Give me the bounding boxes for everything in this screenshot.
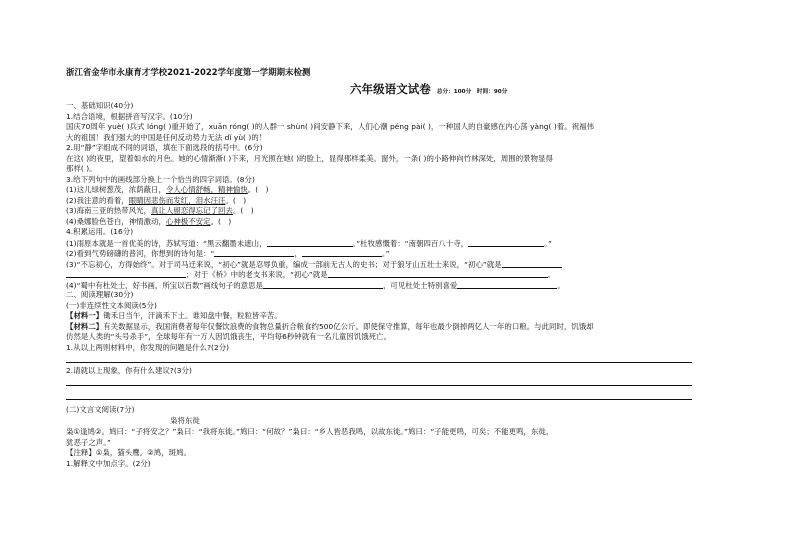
q3-underlined-phrase: 真让人留恋得忘记了回去 xyxy=(151,206,233,215)
answer-blank[interactable] xyxy=(302,248,382,257)
score-info: 总分：100分 时间：90分 xyxy=(436,89,508,95)
material2-label: 【材料二】 xyxy=(66,321,104,331)
q4-item2 xyxy=(66,248,390,259)
answer-blank[interactable] xyxy=(328,269,548,278)
sec1-heading: (一)非连续性文本阅读(5分) xyxy=(66,300,157,310)
q3-item xyxy=(66,217,231,227)
q4-title: 4.积累运用。(16分) xyxy=(66,227,134,236)
material2-text: 有关数据显示，我国消费者每年仅餐饮浪费的食物总量折合粮食约500亿公斤。即使保守推算，每年也最少倒掉两亿人一年的口粮。与此同时，饥饿却 xyxy=(103,321,594,331)
classical-text-cont: 犹恶子之声。” xyxy=(66,437,111,447)
answer-blank[interactable] xyxy=(66,269,186,278)
q3-item-answer: 。( ) xyxy=(247,185,269,194)
sec2-heading: (二)文言文阅读(7分) xyxy=(66,405,135,414)
q2-line2: 那样( )。 xyxy=(66,164,97,173)
answer-blank[interactable] xyxy=(214,248,294,257)
q4-item4-end: 。 xyxy=(557,280,565,290)
material1-text: 锄禾日当午，汗滴禾下土。谁知盘中餐，粒粒皆辛苦。 xyxy=(103,311,282,320)
q4-item2-text: (2)看到气势磅礴的普河，你想到的诗句是：“ xyxy=(66,249,215,258)
answer-line[interactable] xyxy=(66,362,692,363)
classical-text-title: 枭将东徙 xyxy=(170,416,200,425)
q3-item-answer: 。( ) xyxy=(232,206,254,215)
q4-item4-text: (4)“蜀中有杜处士，好书画，所宝以百数”画线句子的意思是 xyxy=(66,280,263,290)
q3-underlined-phrase: 心神极不安定 xyxy=(165,216,211,226)
answer-blank[interactable] xyxy=(263,280,383,289)
answer-blank[interactable] xyxy=(457,280,557,289)
q1-line2: 大的祖国！我们强大的中国是任何反动势力无法 dǐ yù( )的！ xyxy=(66,132,267,142)
material2-cont: 仿然是人类的“头号杀手”，全球每年有一万人因饥饿丧生，平均每6秒钟就有一名儿童因饥饿死亡。 xyxy=(66,332,392,341)
q2-title: 2.用“静”字组成不同的词语，填在下面选段的括号中。(6分) xyxy=(66,143,263,152)
answer-line[interactable] xyxy=(66,399,692,400)
sec2-q1: 1.解释文中加点字。(2分) xyxy=(66,458,151,468)
q2-line1: 在这( )的夜里，望着如水的月色。她的心情渐渐( )下来，月光照在她( )的脸上，显得那样柔美。窗外，一条( )的小路伸向竹林深处，周围的景物显得 xyxy=(66,153,553,163)
answer-blank[interactable] xyxy=(502,259,562,268)
classical-text: 枭①逢鸠②。鸠曰：“子将安之？”枭曰：“我将东徙。”鸠曰：“何故？”枭曰：“乡人皆恶我鸣，以故东徙。”鸠曰：“子能更鸣，可矣；不能更鸣，东徙， xyxy=(66,427,554,436)
answer-blank[interactable] xyxy=(267,238,353,247)
q1-title: 1.结合语境，根据拼音写汉字。(10分) xyxy=(66,111,193,121)
material1 xyxy=(66,311,282,321)
q1-line1: 国庆70周年 yuè( )兵式 lóng( )重开始了，xuān róng( )的人群一 shùn( )间安静下来，人们心潮 péng pài( )，一种国人的自豪感在内心荡 yàng( )着。祝福伟 xyxy=(66,122,595,131)
annotation-note: 【注释】①枭，猫头鹰。②鸠，斑鸠。 xyxy=(66,448,191,457)
paper-title xyxy=(350,84,507,97)
q3-underlined-phrase: 眼睛因悲伤而发红，泪水汪汪 xyxy=(128,195,226,205)
q3-underlined-phrase: 令人心情舒畅，精神愉快 xyxy=(165,185,248,194)
q3-item-text: (3)海南三亚的热带风光， xyxy=(66,206,152,215)
part1-heading: 一、基础知识(40分) xyxy=(66,101,134,110)
q4-item3 xyxy=(66,259,562,270)
q4-item1-text2: 。”杜牧感慨着：“南朝四百八十寺， xyxy=(352,238,469,248)
sec1-q1: 1.从以上两则材料中，你发现的问题是什么?(2分) xyxy=(66,342,230,352)
q4-item1 xyxy=(66,238,552,249)
q3-item-answer: 。( ) xyxy=(210,216,232,226)
q4-item4-text2: ，可见杜处士特别喜爱 xyxy=(382,280,458,290)
part2-heading: 二、阅读理解(30分) xyxy=(66,290,134,299)
answer-line[interactable] xyxy=(66,385,692,386)
q4-item3-text: (3)“不忘初心，方得始终”。对于司马迁来说，“初心”就是忍辱负重，编成一部前无古人的史书；对于狼牙山五壮士来说，“初心”就是 xyxy=(66,259,502,269)
q4-item3-cont xyxy=(66,269,555,280)
q4-item1-end: 。” xyxy=(544,238,552,248)
q3-item-text: (2)我注意的看着， xyxy=(66,195,129,205)
q4-item1-text: (1)雨原本就是一首优美的诗，苏轼写道：“黑云翻墨未遮山， xyxy=(66,238,267,248)
material2 xyxy=(66,322,594,332)
q4-item4 xyxy=(66,280,565,291)
school-title: 浙江省金华市永康育才学校2021-2022学年度第一学期期末检测 xyxy=(66,67,311,77)
q3-item xyxy=(66,196,246,206)
q4-item2-end: 。” xyxy=(381,249,390,258)
q4-item2-text2: ， xyxy=(294,249,302,258)
material1-label: 【材料一】 xyxy=(66,311,104,320)
q3-item xyxy=(66,185,269,195)
answer-blank[interactable] xyxy=(468,238,544,247)
q3-item-answer: 。( ) xyxy=(225,195,247,205)
q4-item3-end: 。 xyxy=(547,270,556,279)
paper-title-text: 六年级语文试卷 xyxy=(350,82,431,96)
q3-item-text: (1)这儿绿树葱茂，浓荫蔽日， xyxy=(66,185,166,194)
q3-item xyxy=(66,206,254,216)
q3-title: 3.给下列句中的画线部分换上一个恰当的四字词语。(8分) xyxy=(66,174,255,184)
q3-item-text: (4)桑娜脸色苍白，神情激动， xyxy=(66,216,166,226)
q4-item3-text2: ；对于《桥》中的老支书来说，“初心”就是 xyxy=(186,270,328,279)
sec1-q2: 2.请就以上现象，你有什么建议?(3分) xyxy=(66,366,192,375)
